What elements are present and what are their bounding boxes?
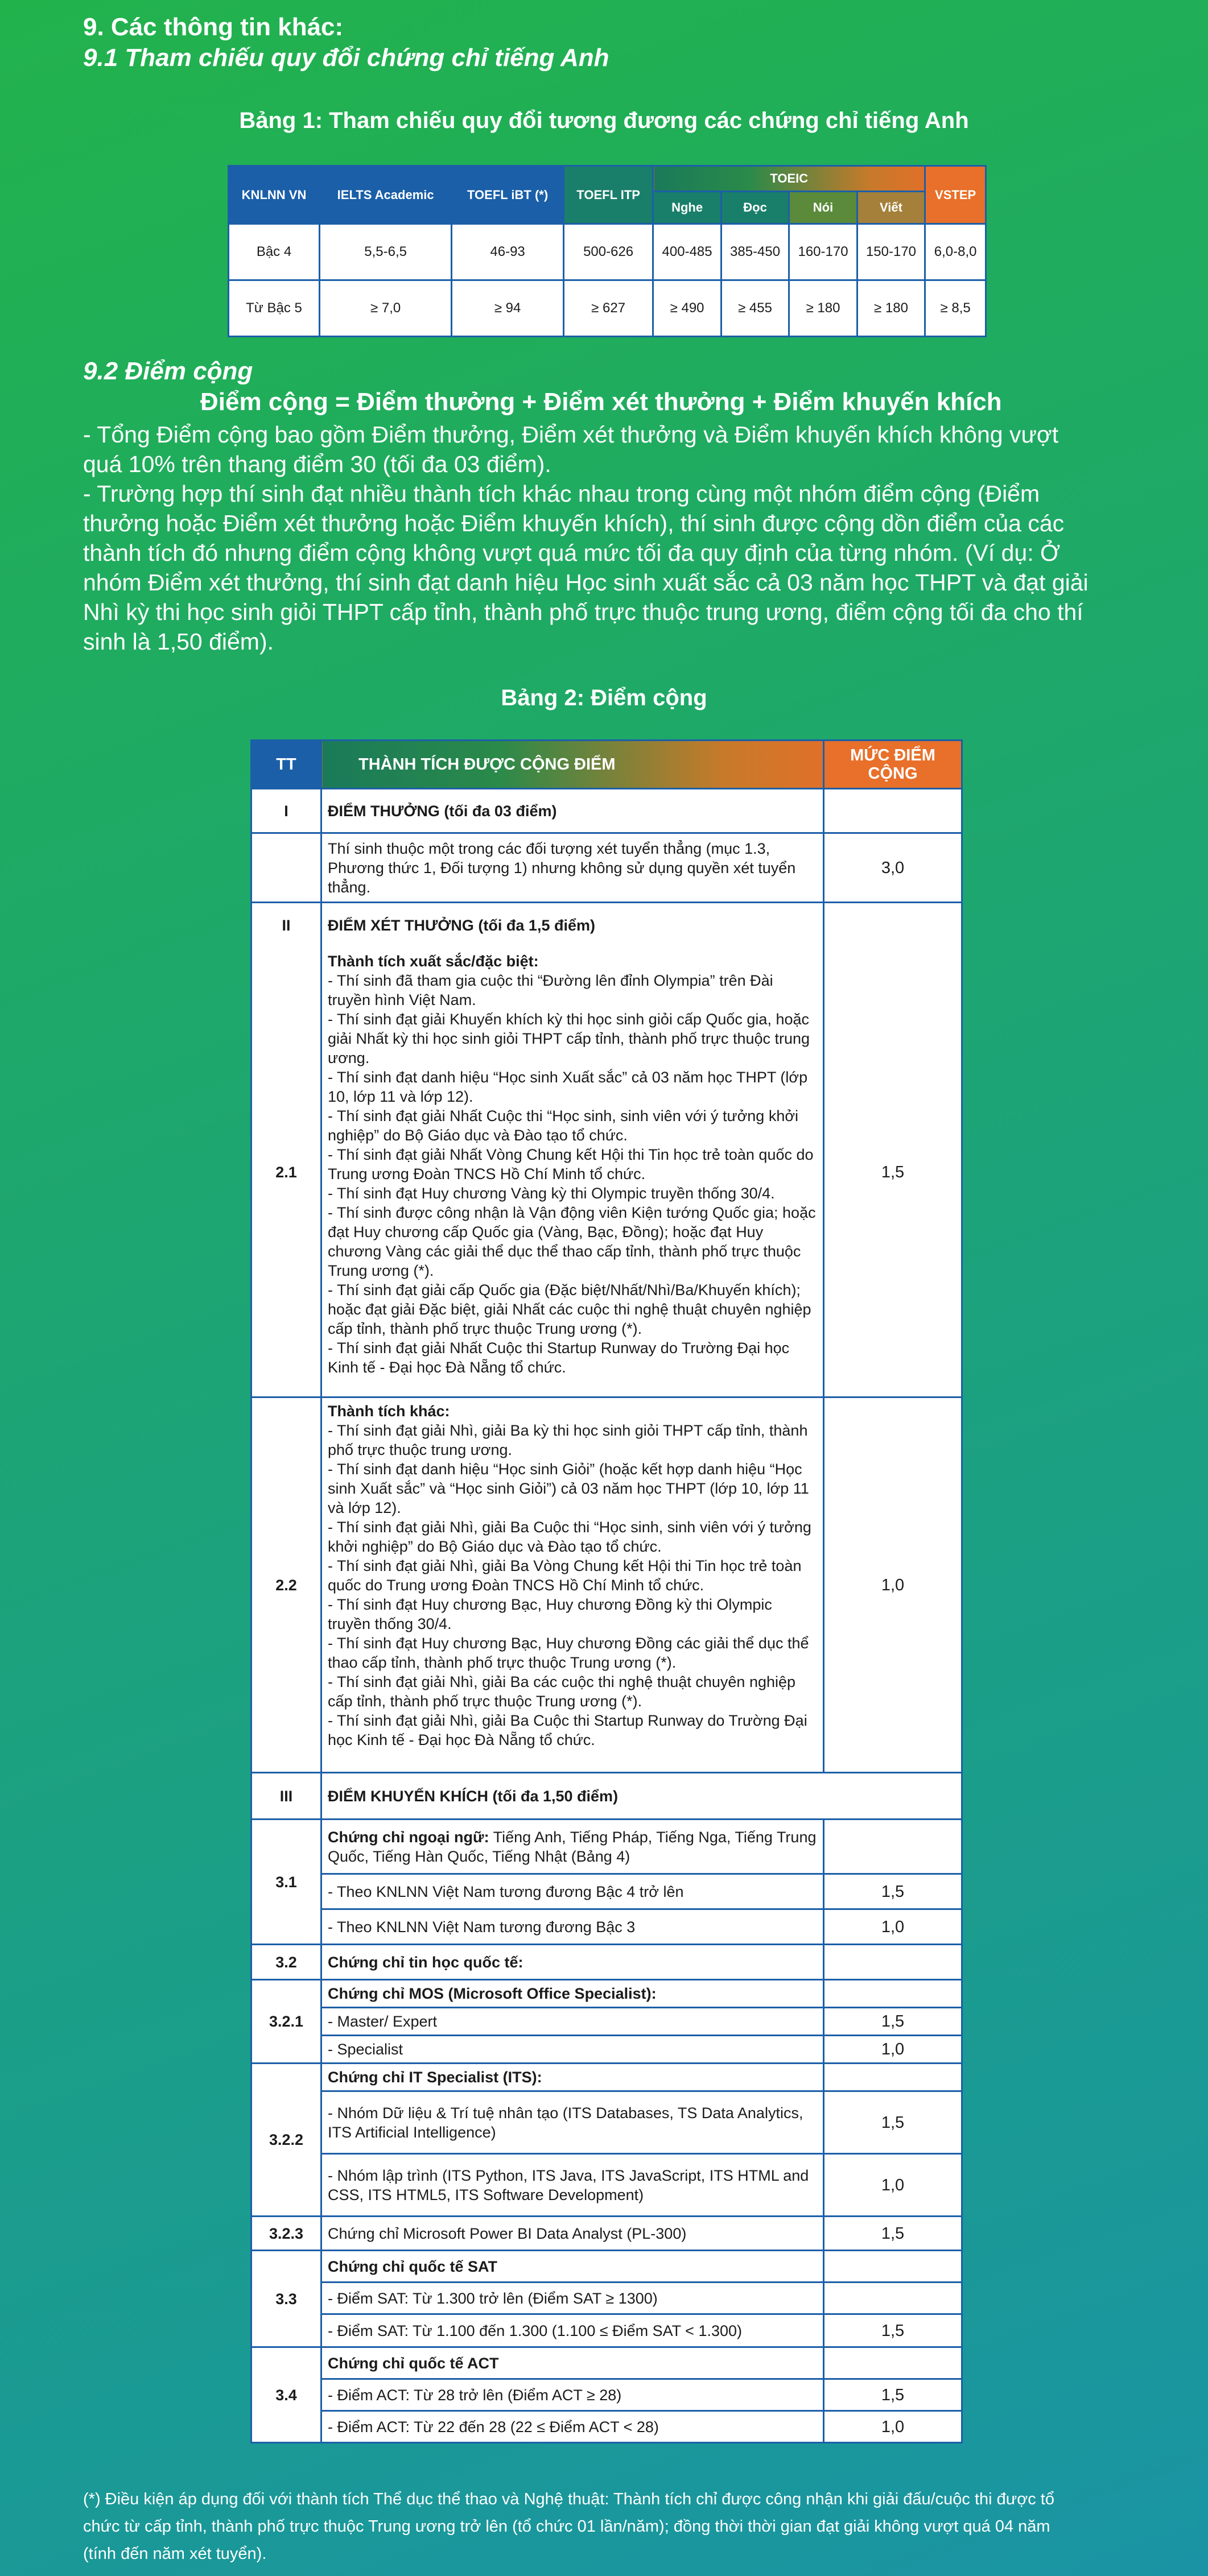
point-value: 1,0 bbox=[824, 2411, 962, 2443]
point-value: 3,0 bbox=[824, 833, 962, 903]
point-value: 1,0 bbox=[824, 1909, 962, 1945]
table-row bbox=[229, 224, 986, 280]
group-title: Chứng chỉ IT Specialist (ITS): bbox=[321, 2064, 824, 2091]
cell: ≥ 94 bbox=[452, 280, 564, 337]
table-row bbox=[252, 1397, 962, 1773]
list-item: - Thí sinh đã tham gia cuộc thi “Đường lên đỉnh Olympia” trên Đài truyền hình Việt Nam. bbox=[328, 971, 773, 1008]
paragraph-total: - Tổng Điểm cộng bao gồm Điểm thưởng, Điểm xét thưởng và Điểm khuyến khích không vượt quá 10% trên thang điểm 30 (tối đa 03 điểm). bbox=[83, 421, 1059, 477]
achievement-text: Thí sinh thuộc một trong các đối tượng xét tuyển thẳng (mục 1.3, Phương thức 1, Đối tượng 1) nhưng không sử dụng quyền xét tuyển thẳng. bbox=[321, 833, 824, 903]
list-item: - Thí sinh đạt Huy chương Vàng kỳ thi Olympic truyền thống 30/4. bbox=[328, 1184, 775, 1202]
table1-caption: Bảng 1: Tham chiếu quy đổi tương đương các chứng chỉ tiếng Anh bbox=[239, 108, 969, 133]
group-title: Chứng chỉ quốc tế ACT bbox=[321, 2347, 824, 2379]
table-row bbox=[252, 2064, 962, 2091]
col-toefl-ibt: TOEFL iBT (*) bbox=[452, 166, 564, 224]
row-num: 3.4 bbox=[252, 2347, 321, 2443]
group-title: Chứng chỉ quốc tế SAT bbox=[321, 2251, 824, 2283]
col-toeic-speaking: Nói bbox=[789, 192, 857, 224]
table-row bbox=[252, 2251, 962, 2283]
footnote: (*) Điều kiện áp dụng đối với thành tích Thể dục thể thao và Nghệ thuật: Thành tích chỉ được công nhận khi giải đấu/cuộc thi được tổ chức từ cấp tỉnh, thành phố trực thuộc Trung ương trở lên (tổ chức 01 lần/năm); đồng thời thời gian đạt giải không vượt quá 04 năm (tính đến năm xét tuyển). bbox=[83, 2490, 1054, 2563]
row-num: 2.1 bbox=[252, 948, 321, 1397]
group-title: ĐIỂM KHUYẾN KHÍCH (tối đa 1,50 điểm) bbox=[321, 1773, 962, 1820]
list-item: - Thí sinh đạt Huy chương Bạc, Huy chương Đồng các giải thể dục thể thao cấp tỉnh, thành phố trực thuộc Trung ương (*). bbox=[328, 1635, 809, 1671]
subsection-heading: 9.1 Tham chiếu quy đổi chứng chỉ tiếng Anh bbox=[83, 44, 609, 72]
row-num: 3.2.3 bbox=[252, 2217, 321, 2251]
table2-caption: Bảng 2: Điểm cộng bbox=[501, 685, 707, 710]
group-title: Chứng chỉ tin học quốc tế: bbox=[321, 1945, 824, 1980]
table-row bbox=[252, 2036, 962, 2064]
table-row bbox=[252, 2217, 962, 2251]
cell: 400-485 bbox=[653, 224, 721, 280]
cell: ≥ 7,0 bbox=[320, 280, 452, 337]
list-item: - Thí sinh đạt danh hiệu “Học sinh Giỏi” (hoặc kết hợp danh hiệu “Học sinh Xuất sắc” và “Học sinh Giỏi”) cả 03 năm học THPT (lớp 10, lớp 11 và lớp 12). bbox=[328, 1461, 809, 1516]
achievement-group bbox=[321, 1397, 824, 1773]
table-row bbox=[252, 1874, 962, 1909]
list-item: - Thí sinh đạt giải Nhì, giải Ba kỳ thi học sinh giỏi THPT cấp tỉnh, thành phố trực thuộc trung ương. bbox=[328, 1422, 808, 1458]
table-row bbox=[252, 1980, 962, 2008]
list-item: - Thí sinh đạt giải cấp Quốc gia (Đặc biệt/Nhất/Nhì/Ba/Khuyến khích); hoặc đạt giải Đặc biệt, giải Nhất các cuộc thi nghệ thuật chuyên nghiệp cấp tỉnh, thành phố trực thuộc Trung ương (*). bbox=[328, 1281, 811, 1337]
achievement-text: - Điểm SAT: Từ 1.100 đến 1.300 (1.100 ≤ Điểm SAT < 1.300) bbox=[321, 2314, 824, 2347]
list-item: - Thí sinh đạt giải Nhì, giải Ba Cuộc thi Startup Runway do Trường Đại học Kinh tế - Đại học Đà Nẵng tổ chức. bbox=[328, 1712, 807, 1748]
col-knlnn: KNLNN VN bbox=[229, 166, 320, 224]
cell: ≥ 455 bbox=[721, 280, 789, 337]
col-toeic-listening: Nghe bbox=[653, 192, 721, 224]
point-value: 1,5 bbox=[824, 2314, 962, 2347]
list-item: - Thí sinh được công nhận là Vận động viên Kiện tướng Quốc gia; hoặc đạt Huy chương cấp Quốc gia (Vàng, Bạc, Đồng); hoặc đạt Huy chương Vàng các giải thể dục thể thao cấp tỉnh, thành phố trực thuộc Trung ương (*). bbox=[328, 1204, 816, 1279]
point-value: 1,0 bbox=[824, 2154, 962, 2217]
achievement-text: - Master/ Expert bbox=[321, 2008, 824, 2036]
col-achievement: THÀNH TÍCH ĐƯỢC CỘNG ĐIỂM bbox=[321, 741, 824, 789]
achievement-text: - Specialist bbox=[321, 2036, 824, 2064]
section-heading: 9. Các thông tin khác: bbox=[83, 13, 344, 41]
point-value: 1,0 bbox=[824, 1397, 962, 1773]
row-num: 3.2.1 bbox=[252, 1980, 321, 2064]
row-num: 3.2 bbox=[252, 1945, 321, 1980]
table-row bbox=[229, 280, 986, 337]
row-num: II bbox=[252, 903, 321, 948]
cell: ≥ 8,5 bbox=[925, 280, 986, 337]
list-item: - Thí sinh đạt giải Nhất Cuộc thi Startup Runway do Trường Đại học Kinh tế - Đại học Đà Nẵng tổ chức. bbox=[328, 1339, 790, 1376]
point-value: 1,5 bbox=[824, 2008, 962, 2036]
group-subtitle: Thành tích khác: bbox=[328, 1403, 450, 1420]
table-row bbox=[252, 1820, 962, 1874]
cell: 6,0-8,0 bbox=[925, 224, 986, 280]
table-row bbox=[252, 2091, 962, 2154]
row-num: 2.2 bbox=[252, 1397, 321, 1773]
col-level: MỨC ĐIỂM CỘNG bbox=[824, 741, 962, 789]
table-row bbox=[252, 1773, 962, 1820]
row-num: 3.2.2 bbox=[252, 2064, 321, 2217]
achievement-text: - Điểm SAT: Từ 1.300 trở lên (Điểm SAT ≥ 1300) bbox=[321, 2283, 824, 2314]
cell: ≥ 180 bbox=[857, 280, 925, 337]
col-toeic-reading: Đọc bbox=[721, 192, 789, 224]
col-toeic-writing: Viết bbox=[857, 192, 925, 224]
cert-title: Chứng chỉ ngoại ngữ: bbox=[328, 1828, 489, 1846]
cell: 5,5-6,5 bbox=[320, 224, 452, 280]
list-item: - Thí sinh đạt giải Nhì, giải Ba các cuộc thi nghệ thuật chuyên nghiệp cấp tỉnh, thành phố trực thuộc Trung ương (*). bbox=[328, 1673, 796, 1710]
cell: ≥ 627 bbox=[563, 280, 653, 337]
cell: ≥ 490 bbox=[653, 280, 721, 337]
cell: Bậc 4 bbox=[229, 224, 320, 280]
cell: 385-450 bbox=[721, 224, 789, 280]
group-title: Chứng chỉ MOS (Microsoft Office Specialist): bbox=[321, 1980, 824, 2008]
achievement-text: - Nhóm lập trình (ITS Python, ITS Java, ITS JavaScript, ITS HTML and CSS, ITS HTML5, ITS Software Development) bbox=[321, 2154, 824, 2217]
table-row bbox=[252, 2314, 962, 2347]
english-cert-table bbox=[228, 165, 987, 337]
col-toefl-itp: TOEFL ITP bbox=[563, 166, 653, 224]
group-subtitle: Thành tích xuất sắc/đặc biệt: bbox=[328, 952, 539, 970]
cell: 46-93 bbox=[452, 224, 564, 280]
point-value: 1,5 bbox=[824, 2091, 962, 2154]
col-vstep: VSTEP bbox=[925, 166, 986, 224]
bonus-formula: Điểm cộng = Điểm thưởng + Điểm xét thưởng + Điểm khuyến khích bbox=[200, 388, 1002, 416]
list-item: - Thí sinh đạt Huy chương Bạc, Huy chương Đồng kỳ thi Olympic truyền thống 30/4. bbox=[328, 1596, 772, 1632]
point-value: 1,0 bbox=[824, 2036, 962, 2064]
col-toeic: TOEIC bbox=[653, 166, 925, 192]
achievement-text bbox=[321, 1820, 824, 1874]
achievement-text: - Điểm ACT: Từ 22 đến 28 (22 ≤ Điểm ACT < 28) bbox=[321, 2411, 824, 2443]
achievement-group bbox=[321, 948, 824, 1397]
list-item: - Thí sinh đạt giải Nhất Cuộc thi “Học sinh, sinh viên với ý tưởng khởi nghiệp” do Bộ Giáo dục và Đào tạo tổ chức. bbox=[328, 1107, 799, 1144]
table-row bbox=[252, 903, 962, 948]
table-row bbox=[252, 2154, 962, 2217]
table-row bbox=[252, 1909, 962, 1945]
section-9-2-title: 9.2 Điểm cộng bbox=[83, 357, 253, 385]
point-value: 1,5 bbox=[824, 2217, 962, 2251]
col-ielts: IELTS Academic bbox=[320, 166, 452, 224]
table-row bbox=[252, 2283, 962, 2314]
group-title: ĐIỂM XÉT THƯỞNG (tối đa 1,5 điểm) bbox=[321, 903, 824, 948]
row-num: I bbox=[252, 789, 321, 833]
list-item: - Thí sinh đạt giải Nhất Vòng Chung kết Hội thi Tin học trẻ toàn quốc do Trung ương Đoàn TNCS Hồ Chí Minh tổ chức. bbox=[328, 1146, 814, 1182]
achievement-text: Chứng chỉ Microsoft Power BI Data Analyst (PL-300) bbox=[321, 2217, 824, 2251]
cell: ≥ 180 bbox=[789, 280, 857, 337]
table-row bbox=[252, 1945, 962, 1980]
table-row bbox=[252, 789, 962, 833]
achievement-text: - Nhóm Dữ liệu & Trí tuệ nhân tạo (ITS Databases, TS Data Analytics, ITS Artificial Intelligence) bbox=[321, 2091, 824, 2154]
table-row bbox=[252, 2411, 962, 2443]
point-value: 1,5 bbox=[824, 2379, 962, 2411]
paragraph-accumulate: - Trường hợp thí sinh đạt nhiều thành tích khác nhau trong cùng một nhóm điểm cộng (Điểm thưởng hoặc Điểm xét thưởng hoặc Điểm khuyến khích), thí sinh được cộng dồn điểm của các thành tích đó nhưng điểm cộng không vượt quá mức tối đa quy định của từng nhóm. (Ví dụ: Ở nhóm Điểm xét thưởng, thí sinh đạt danh hiệu Học sinh xuất sắc cả 03 năm học THPT và đạt giải Nhì kỳ thi học sinh giỏi THPT cấp tỉnh, thành phố trực thuộc trung ương, điểm cộng tối đa cho thí sinh là 1,50 điểm). bbox=[83, 481, 1089, 655]
row-num: 3.1 bbox=[252, 1820, 321, 1945]
row-num: 3.3 bbox=[252, 2251, 321, 2347]
achievement-text: - Điểm ACT: Từ 28 trở lên (Điểm ACT ≥ 28) bbox=[321, 2379, 824, 2411]
col-tt: TT bbox=[252, 741, 321, 789]
achievement-text: - Theo KNLNN Việt Nam tương đương Bậc 4 trở lên bbox=[321, 1874, 824, 1909]
bonus-points-table bbox=[250, 739, 963, 2443]
cert-languages: Tiếng Anh, Tiếng Pháp, Tiếng Nga, Tiếng Trung Quốc, Tiếng Hàn Quốc, Tiếng Nhật (Bảng 4) bbox=[328, 1828, 817, 1865]
list-item: - Thí sinh đạt giải Khuyến khích kỳ thi học sinh giỏi cấp Quốc gia, hoặc giải Nhất kỳ thi học sinh giỏi THPT cấp tỉnh, thành phố trực thuộc trung ương. bbox=[328, 1010, 810, 1066]
list-item: - Thí sinh đạt danh hiệu “Học sinh Xuất sắc” cả 03 năm học THPT (lớp 10, lớp 11 và lớp 12). bbox=[328, 1068, 808, 1105]
group-title: ĐIỂM THƯỞNG (tối đa 03 điểm) bbox=[321, 789, 824, 833]
cell: 150-170 bbox=[857, 224, 925, 280]
table-row bbox=[252, 2008, 962, 2036]
cell: 500-626 bbox=[563, 224, 653, 280]
list-item: - Thí sinh đạt giải Nhì, giải Ba Vòng Chung kết Hội thi Tin học trẻ toàn quốc do Trung ương Đoàn TNCS Hồ Chí Minh tổ chức. bbox=[328, 1557, 802, 1594]
cell: Từ Bậc 5 bbox=[229, 280, 320, 337]
table-row bbox=[252, 2347, 962, 2379]
point-value: 1,5 bbox=[824, 948, 962, 1397]
row-num: III bbox=[252, 1773, 321, 1820]
table-row bbox=[252, 833, 962, 903]
cell: 160-170 bbox=[789, 224, 857, 280]
table-row bbox=[252, 948, 962, 1397]
table-row bbox=[252, 2379, 962, 2411]
achievement-text: - Theo KNLNN Việt Nam tương đương Bậc 3 bbox=[321, 1909, 824, 1945]
list-item: - Thí sinh đạt giải Nhì, giải Ba Cuộc thi “Học sinh, sinh viên với ý tưởng khởi nghiệp” do Bộ Giáo dục và Đào tạo tổ chức. bbox=[328, 1519, 811, 1555]
point-value: 1,5 bbox=[824, 1874, 962, 1909]
